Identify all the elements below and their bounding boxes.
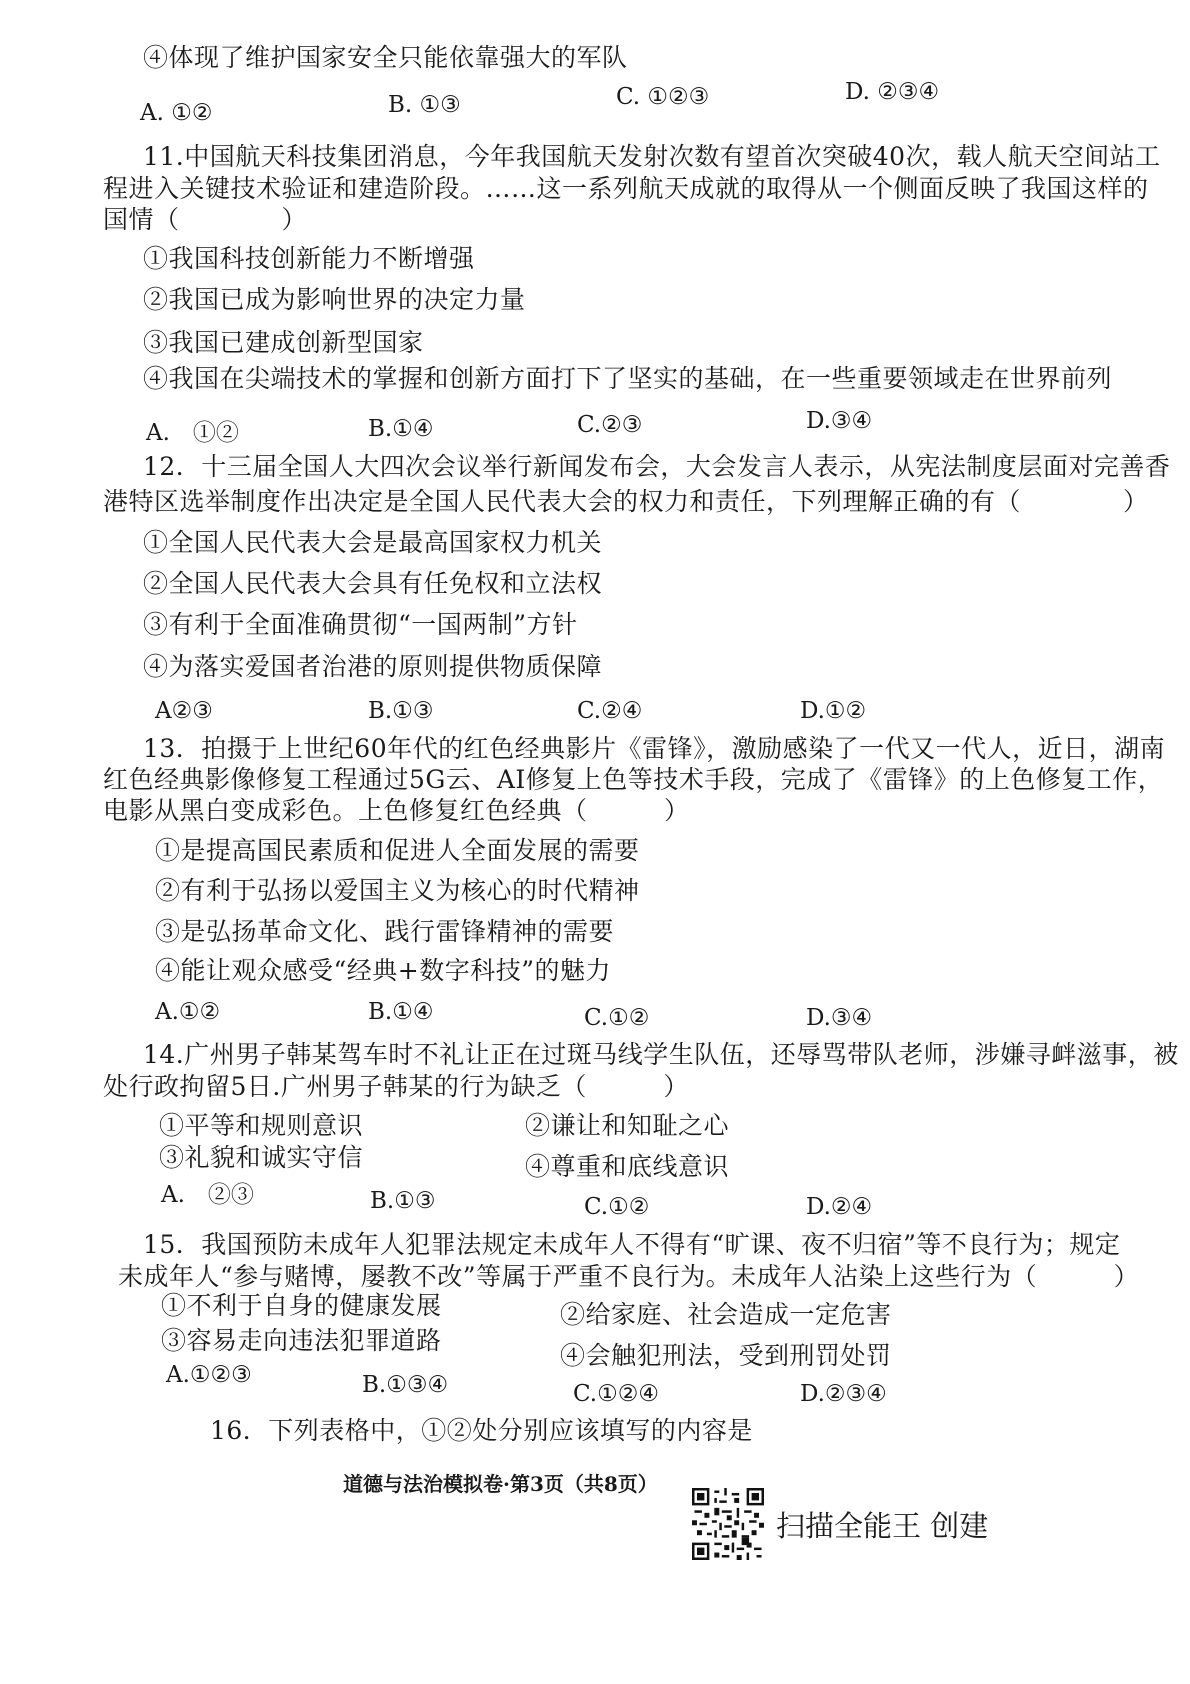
q14-option-c: C.①② [584,1194,650,1220]
q15-statement-1: ①不利于自身的健康发展 [161,1291,442,1320]
q13-stem-line-2: 红色经典影像修复工程通过5G云、AI修复上色等技术手段，完成了《雷锋》的上色修复工作， [103,765,1164,794]
q11-option-b: B.①④ [368,416,434,442]
q11-stem-line-1: 11.中国航天科技集团消息，今年我国航天发射次数有望首次突破40次，载人航天空间站工 [143,142,1161,171]
q14-option-a: A. ②③ [161,1182,254,1208]
q12-stem-line-2: 港特区选举制度作出决定是全国人民代表大会的权力和责任，下列理解正确的有（ ） [103,487,1149,516]
page-footer: 道德与法治模拟卷·第3页（共8页） [343,1472,658,1496]
q14-statement-4: ④尊重和底线意识 [525,1152,730,1181]
q12-option-c: C.②④ [577,698,643,724]
q14-stem-line-1: 14.广州男子韩某驾车时不礼让正在过斑马线学生队伍，还辱骂带队老师，涉嫌寻衅滋事，被 [143,1040,1179,1069]
q12-option-d: D.①② [800,698,867,724]
q14-stem-line-2: 处行政拘留5日.广州男子韩某的行为缺乏（ ） [103,1072,689,1101]
q13-statement-1: ①是提高国民素质和促进人全面发展的需要 [155,836,640,865]
q13-option-b: B.①④ [368,999,434,1025]
q14-option-d: D.②④ [806,1194,873,1220]
q14-statement-3: ③礼貌和诚实守信 [159,1143,364,1172]
q11-stem-line-2: 程进入关键技术验证和建造阶段。……这一系列航天成就的取得从一个侧面反映了我国这样的 [103,174,1149,203]
q12-option-a: A②③ [155,698,213,724]
scanner-watermark-text: 扫描全能王 创建 [776,1509,989,1543]
q12-option-b: B.①③ [368,698,434,724]
q10-statement-4: ④体现了维护国家安全只能依靠强大的军队 [143,43,628,72]
q13-option-c: C.①② [584,1005,650,1031]
q15-statement-4: ④会触犯刑法，受到刑罚处罚 [560,1341,892,1370]
q15-option-c: C.①②④ [573,1381,659,1407]
q13-statement-2: ②有利于弘扬以爱国主义为核心的时代精神 [155,876,640,905]
q11-statement-4: ④我国在尖端技术的掌握和创新方面打下了坚实的基础，在一些重要领域走在世界前列 [143,364,1113,393]
q14-statement-1: ①平等和规则意识 [159,1111,364,1140]
q13-stem-line-1: 13．拍摄于上世纪60年代的红色经典影片《雷锋》，激励感染了一代又一代人，近日，湖南 [143,734,1166,763]
q15-statement-3: ③容易走向违法犯罪道路 [161,1326,442,1355]
q10-option-d: D. ②③④ [845,79,940,105]
q11-statement-3: ③我国已建成创新型国家 [143,328,424,357]
q13-option-a: A.①② [155,999,221,1025]
q11-option-a: A. ①② [146,420,239,446]
q12-statement-4: ④为落实爱国者治港的原则提供物质保障 [143,652,603,681]
q12-statement-2: ②全国人民代表大会具有任免权和立法权 [143,569,603,598]
q15-stem-line-2: 未成年人“参与赌博，屡教不改”等属于严重不良行为。未成年人沾染上这些行为（ ） [118,1262,1140,1291]
q15-option-d: D.②③④ [800,1381,887,1407]
q15-option-b: B.①③④ [362,1372,449,1398]
q11-statement-1: ①我国科技创新能力不断增强 [143,244,475,273]
q13-option-d: D.③④ [806,1005,873,1031]
q12-statement-1: ①全国人民代表大会是最高国家权力机关 [143,528,603,557]
q11-statement-2: ②我国已成为影响世界的决定力量 [143,285,526,314]
q15-statement-2: ②给家庭、社会造成一定危害 [560,1300,892,1329]
q13-statement-3: ③是弘扬革命文化、践行雷锋精神的需要 [155,917,615,946]
q12-stem-line-1: 12．十三届全国人大四次会议举行新闻发布会，大会发言人表示，从宪法制度层面对完善香 [143,452,1171,481]
q12-statement-3: ③有利于全面准确贯彻“一国两制”方针 [143,610,578,639]
q14-option-b: B.①③ [370,1188,436,1214]
q11-stem-line-3: 国情（ ） [103,205,308,234]
q14-statement-2: ②谦让和知耻之心 [525,1111,730,1140]
q10-option-b: B. ①③ [388,92,461,118]
q10-option-a: A. ①② [140,100,213,126]
q15-option-a: A.①②③ [166,1362,252,1388]
q15-stem-line-1: 15．我国预防未成年人犯罪法规定未成年人不得有“旷课、夜不归宿”等不良行为；规定 [143,1230,1121,1259]
q13-stem-line-3: 电影从黑白变成彩色。上色修复红色经典（ ） [103,796,690,825]
q10-option-c: C. ①②③ [616,84,710,110]
q11-option-c: C.②③ [577,412,643,438]
q13-statement-4: ④能让观众感受“经典+数字科技”的魅力 [155,956,612,985]
qr-code-icon [692,1488,764,1560]
q11-option-d: D.③④ [806,408,873,434]
q16-stem: 16．下列表格中，①②处分别应该填写的内容是 [210,1416,753,1445]
